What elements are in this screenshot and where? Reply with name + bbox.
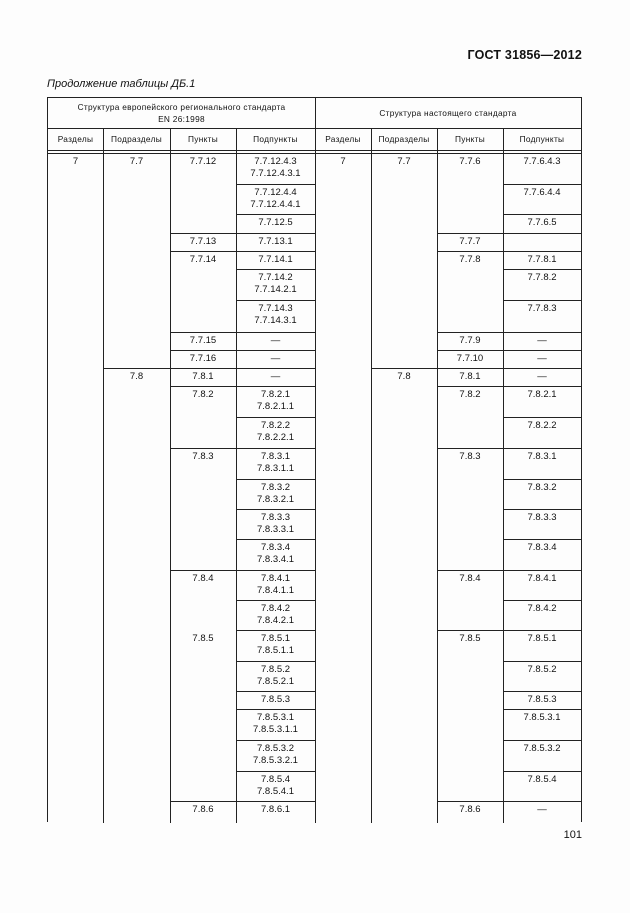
left-subpoint: [236, 603, 315, 627]
right-subpoint: —: [537, 804, 547, 815]
left-subpoint-line: 7.8.5.1.1: [257, 645, 294, 656]
left-subpoint-line: 7.8.2.1: [260, 389, 291, 400]
subpoint-rule: [503, 479, 581, 480]
right-subpoint: 7.8.2.2: [527, 420, 557, 431]
left-subpoint-line: 7.7.14.1: [258, 254, 293, 265]
right-subpoint: 7.8.5.3.1: [523, 712, 561, 723]
right-subpoint: 7.7.8.3: [527, 303, 557, 314]
page-number: 101: [563, 829, 582, 841]
left-subpoint-line: 7.7.12.4.3: [254, 156, 297, 167]
right-point: 7.7.8: [459, 254, 481, 265]
subpoint-rule: [236, 539, 315, 540]
left-subpoint: [236, 482, 315, 506]
right-subpoint: —: [537, 353, 547, 364]
subpoint-rule: [503, 801, 581, 802]
left-subpoint-line: 7.8.3.4.1: [257, 554, 294, 565]
left-subpoint-line: 7.7.14.3: [258, 303, 293, 314]
left-subpoint-line: 7.7.12.4.3.1: [250, 168, 301, 179]
column-header: Подразделы: [111, 134, 162, 144]
left-subpoint-line: 7.7.14.3.1: [254, 315, 297, 326]
left-subpoint: [236, 512, 315, 536]
subpoint-rule: [236, 269, 315, 270]
right-subpoint: 7.7.8.1: [527, 254, 557, 265]
right-subpoint: 7.8.4.2: [527, 603, 557, 614]
left-subpoint: [236, 335, 315, 347]
left-subpoint: [236, 542, 315, 566]
left-subpoint-line: 7.8.4.2.1: [257, 615, 294, 626]
column-header: Разделы: [57, 134, 94, 144]
right-point: 7.8.4: [459, 573, 481, 584]
left-subpoint-line: 7.8.6.1: [260, 804, 291, 815]
left-subpoint: [236, 420, 315, 444]
left-subpoint: [236, 303, 315, 327]
subpoint-rule: [236, 448, 315, 449]
left-subpoint-line: 7.8.3.1.1: [257, 463, 294, 474]
document-code: ГОСТ 31856—2012: [467, 48, 582, 62]
right-subpoint: 7.8.3.4: [527, 542, 557, 553]
left-subpoint-line: 7.8.3.4: [260, 542, 291, 553]
left-subpoint-line: 7.8.4.1.1: [257, 585, 294, 596]
left-subpoint-line: 7.8.5.4: [260, 774, 291, 785]
subpoint-rule: [236, 570, 315, 571]
subpoint-rule: [236, 300, 315, 301]
right-point: 7.8.2: [459, 389, 481, 400]
left-subpoint-line: 7.8.3.2.1: [257, 494, 294, 505]
subpoint-rule: [503, 539, 581, 540]
right-subpoint: 7.8.5.3: [527, 694, 557, 705]
subpoint-rule: [503, 570, 581, 571]
right-subpoint: 7.7.6.4.3: [523, 156, 561, 167]
left-subpoint-line: 7.8.3.3.1: [257, 524, 294, 535]
subpoint-rule: [236, 709, 315, 710]
left-subpoint: [236, 743, 315, 767]
left-point: 7.7.15: [189, 335, 217, 346]
subpoint-rule: [236, 479, 315, 480]
right-subpoint: —: [537, 371, 547, 382]
left-subpoint: [236, 254, 315, 266]
right-subpoint: —: [537, 335, 547, 346]
left-point: 7.8.5: [192, 633, 214, 644]
right-point: 7.8.6: [459, 804, 481, 815]
right-point: 7.8.3: [459, 451, 481, 462]
left-subpoint-line: 7.8.2.2.1: [257, 432, 294, 443]
left-subpoint-line: —: [270, 335, 281, 346]
subpoint-rule: [503, 184, 581, 185]
subpoint-rule: [236, 233, 315, 234]
subpoint-rule: [236, 509, 315, 510]
header-rule: [48, 128, 581, 129]
left-subpoint-line: 7.8.3.1: [260, 451, 291, 462]
left-subpoint-line: 7.8.5.3.1: [257, 712, 294, 723]
subpoint-rule: [503, 661, 581, 662]
subpoint-rule: [236, 251, 315, 252]
right-subpoint: 7.7.6.4.4: [523, 187, 561, 198]
subpoint-rule: [236, 630, 315, 631]
left-subpoint-line: 7.8.5.3.2: [257, 743, 294, 754]
subpoint-rule: [503, 269, 581, 270]
left-subpoint-line: 7.8.3.3: [260, 512, 291, 523]
header-rule: [48, 150, 581, 151]
left-subpoint-line: —: [270, 353, 281, 364]
left-point: 7.8.4: [192, 573, 214, 584]
subpoint-rule: [236, 661, 315, 662]
subpoint-rule: [503, 233, 581, 234]
right-subsection: 7.8: [397, 371, 411, 382]
right-subpoint: 7.8.2.1: [527, 389, 557, 400]
subpoint-rule: [236, 214, 315, 215]
left-subpoint-line: 7.8.4.1: [260, 573, 291, 584]
subpoint-rule: [503, 300, 581, 301]
right-subsection: 7.7: [397, 156, 411, 167]
subpoint-rule: [236, 801, 315, 802]
subpoint-rule: [503, 740, 581, 741]
subpoint-rule: [236, 368, 315, 369]
right-point: 7.8.5: [459, 633, 481, 644]
left-subpoint-line: 7.7.14.2: [258, 272, 293, 283]
left-subpoint-line: 7.8.5.4.1: [257, 786, 294, 797]
group-header-right: Структура настоящего стандарта: [379, 108, 517, 118]
subpoint-rule: [236, 600, 315, 601]
left-subpoint-line: 7.8.2.1.1: [257, 401, 294, 412]
left-subpoint-line: 7.8.5.3: [260, 694, 291, 705]
right-subpoint: 7.8.3.3: [527, 512, 557, 523]
left-subpoint: [236, 353, 315, 365]
left-point: 7.8.6: [192, 804, 214, 815]
subpoint-rule: [236, 386, 315, 387]
left-subpoint-line: 7.7.13.1: [258, 236, 293, 247]
left-subsection: 7.7: [129, 156, 144, 167]
left-subpoint-line: 7.8.5.1: [260, 633, 291, 644]
subpoint-rule: [503, 509, 581, 510]
left-point: 7.7.14: [189, 254, 217, 265]
subpoint-rule: [503, 448, 581, 449]
left-subpoint: [236, 371, 315, 383]
right-point: 7.7.10: [456, 353, 484, 364]
subpoint-rule: [503, 691, 581, 692]
subpoint-rule: [236, 771, 315, 772]
left-subpoint: [236, 804, 315, 816]
body-col-rule: [371, 153, 372, 823]
right-subpoint: 7.7.8.2: [527, 272, 557, 283]
left-subpoint-line: —: [270, 371, 281, 382]
left-point: 7.8.2: [192, 389, 214, 400]
right-section: 7: [340, 156, 346, 167]
left-subpoint-line: 7.8.5.3.2.1: [253, 755, 298, 766]
subpoint-rule: [503, 630, 581, 631]
column-header: Разделы: [325, 134, 361, 144]
subpoint-rule: [503, 386, 581, 387]
left-subpoint-line: 7.8.2.2: [260, 420, 291, 431]
left-subpoint: [236, 694, 315, 706]
left-subpoint: [236, 272, 315, 296]
left-point: 7.8.3: [192, 451, 214, 462]
left-subpoint-line: 7.7.12.4.4: [254, 187, 297, 198]
subpoint-rule: [503, 251, 581, 252]
left-subpoint-line: 7.7.12.5: [258, 217, 293, 228]
subpoint-rule: [503, 368, 581, 369]
left-subpoint-line: 7.8.3.2: [260, 482, 291, 493]
left-subpoint: [236, 187, 315, 211]
right-subpoint: 7.8.5.4: [527, 774, 557, 785]
column-header: Подпункты: [253, 134, 298, 144]
left-subpoint: [236, 633, 315, 657]
left-subpoint: [236, 217, 315, 229]
right-subpoint: 7.7.6.5: [527, 217, 557, 228]
column-header: Подпункты: [519, 134, 565, 144]
right-point: 7.7.7: [459, 236, 481, 247]
subpoint-rule: [236, 332, 315, 333]
column-header: Подразделы: [378, 134, 430, 144]
left-subpoint: [236, 712, 315, 736]
body-col-rule: [103, 153, 104, 823]
right-subpoint: 7.8.3.2: [527, 482, 557, 493]
subpoint-rule: [503, 771, 581, 772]
subpoint-rule: [236, 740, 315, 741]
right-subpoint: 7.8.5.2: [527, 664, 557, 675]
left-subpoint: [236, 451, 315, 475]
left-subpoint-line: 7.7.12.4.4.1: [250, 199, 301, 210]
left-subpoint-line: 7.7.14.2.1: [254, 284, 297, 295]
subpoint-rule: [236, 691, 315, 692]
right-subpoint: 7.8.5.3.2: [523, 743, 561, 754]
left-point: 7.7.12: [189, 156, 217, 167]
group-header-left-line: EN 26:1998: [158, 114, 205, 124]
left-subpoint: [236, 664, 315, 688]
left-subpoint: [236, 236, 315, 248]
right-subpoint: 7.8.3.1: [527, 451, 557, 462]
left-subpoint: [236, 774, 315, 798]
subpoint-rule: [236, 350, 315, 351]
left-subpoint: [236, 573, 315, 597]
subpoint-rule: [236, 417, 315, 418]
right-point: 7.7.6: [459, 156, 481, 167]
right-point: 7.8.1: [459, 371, 481, 382]
left-subpoint-line: 7.8.4.2: [260, 603, 291, 614]
left-point: 7.7.13: [189, 236, 217, 247]
column-header: Пункты: [188, 134, 218, 144]
left-point: 7.7.16: [189, 353, 217, 364]
header-rule: [48, 153, 581, 154]
right-point: 7.7.9: [459, 335, 481, 346]
subpoint-rule: [503, 214, 581, 215]
table-center-divider: [315, 98, 316, 823]
left-subpoint-line: 7.8.5.3.1.1: [253, 724, 298, 735]
subpoint-rule: [503, 350, 581, 351]
subpoint-rule: [503, 417, 581, 418]
group-header-left: [48, 101, 315, 125]
left-subpoint-line: 7.8.5.2.1: [257, 676, 294, 687]
left-subsection: 7.8: [129, 371, 144, 382]
left-subpoint: [236, 389, 315, 413]
subpoint-rule: [236, 184, 315, 185]
right-subpoint: 7.8.5.1: [527, 633, 557, 644]
left-section: 7: [72, 156, 79, 167]
subpoint-rule: [503, 709, 581, 710]
right-subpoint: 7.8.4.1: [527, 573, 557, 584]
subpoint-rule: [503, 600, 581, 601]
column-header: Пункты: [455, 134, 485, 144]
left-subpoint-line: 7.8.5.2: [260, 664, 291, 675]
left-point: 7.8.1: [192, 371, 214, 382]
group-header-left-line: Структура европейского регионального стандарта: [77, 102, 286, 112]
correspondence-table: [47, 97, 582, 822]
table-caption: Продолжение таблицы ДБ.1: [47, 78, 196, 90]
left-subpoint: [236, 156, 315, 180]
subpoint-rule: [503, 332, 581, 333]
